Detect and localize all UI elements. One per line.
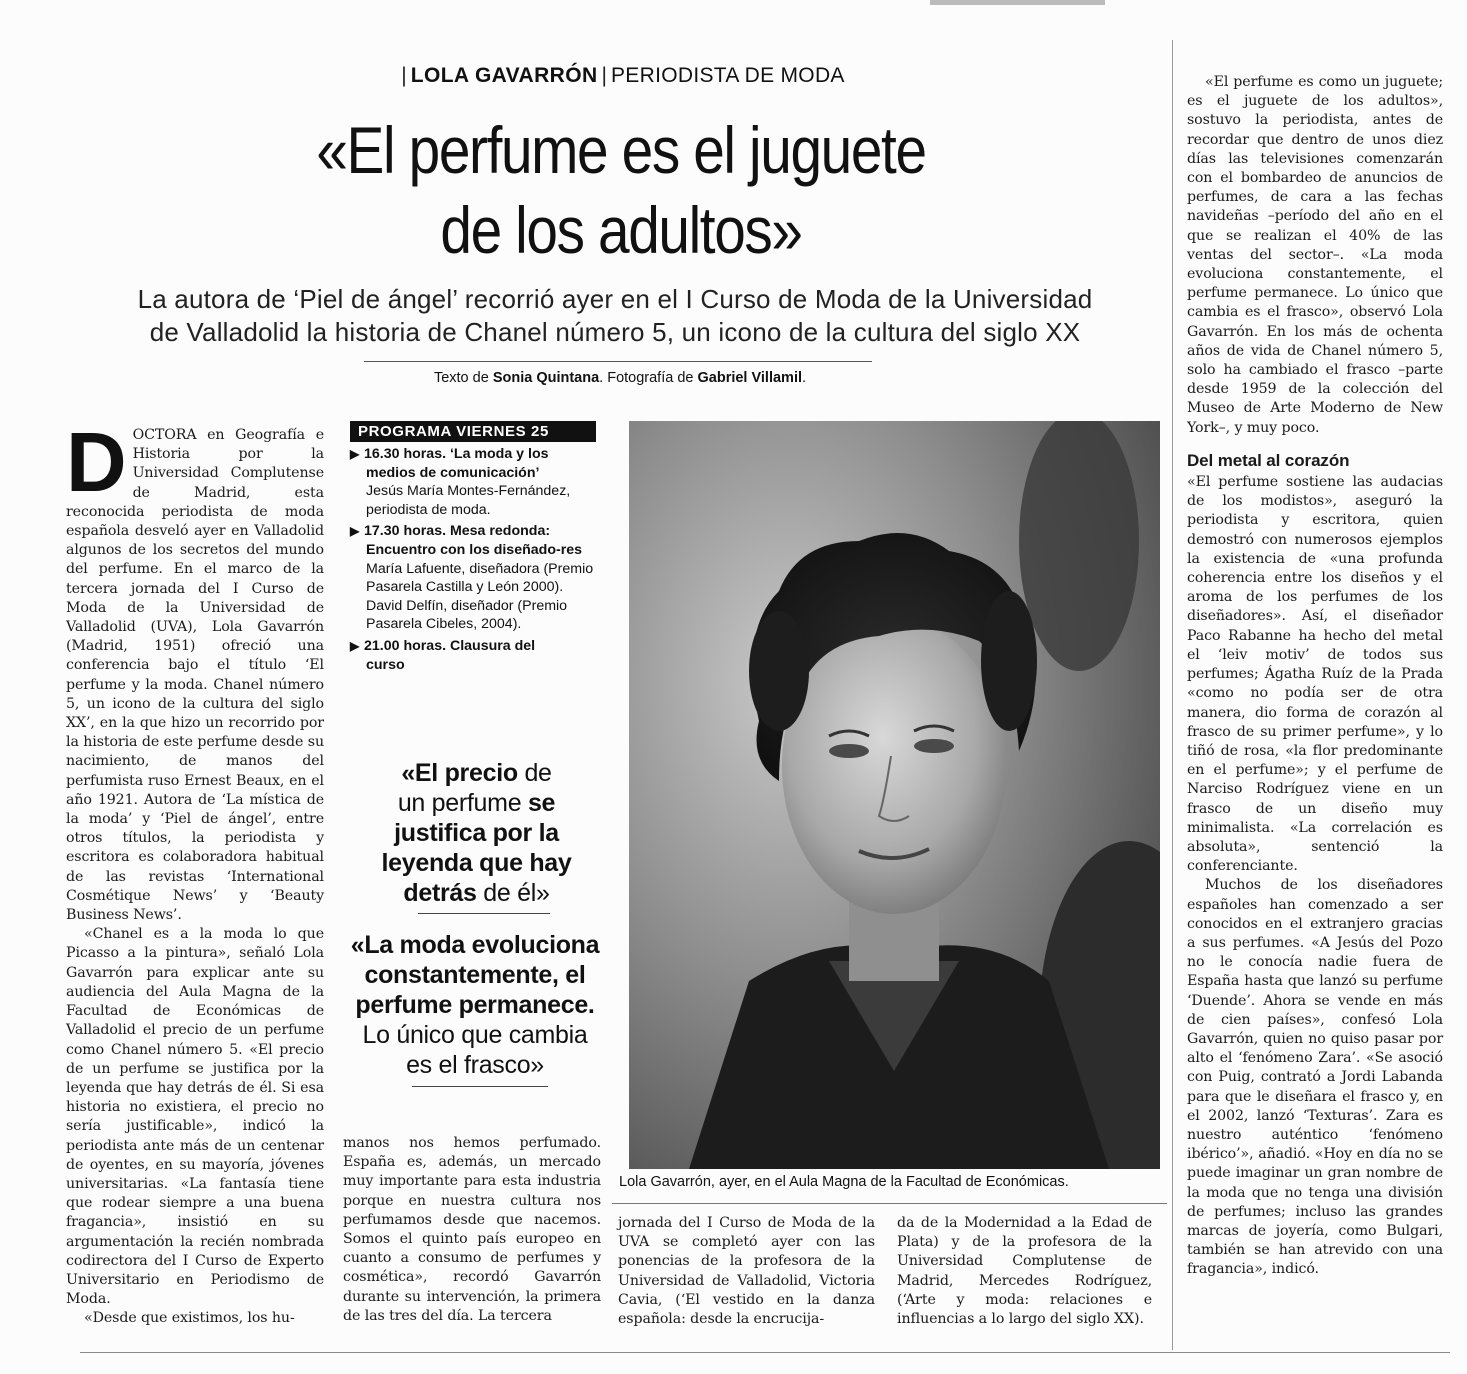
program-item-desc: Jesús María Montes-Fernández, periodista de moda. <box>366 483 571 518</box>
pull-quote-text: perfume permanece. <box>355 991 595 1019</box>
program-box <box>350 421 603 674</box>
article-paragraph: «Chanel es a la moda lo que Picasso a la pintura», señaló Lola Gavarrón para explicar ante su audiencia del Aula Magna de la Facultad de Económicas de Valladolid el precio de un perfume como Chanel número 5. «El precio de un perfume se justifica por la leyenda que hay detrás de él. Si esa historia no existiera, el precio no sería justificable», indicó la periodista ante más de un centenar de oyentes, en su mayoría, jóvenes universitarias. «La fantasía tiene que rodear siempre a una buena fragancia», insistió en su argumentación la recién nombrada codirectora del I Curso de Experto Universitario en Periodismo de Moda. <box>66 926 324 1308</box>
section-subhead: Del metal al corazón <box>1187 450 1350 470</box>
program-item-title: curso <box>366 656 405 673</box>
pull-quote-rule <box>412 1086 548 1087</box>
column-rule <box>1172 40 1173 1350</box>
credit-photographer: Gabriel Villamil <box>697 370 803 386</box>
kicker-divider: | <box>401 64 407 87</box>
credit-author: Sonia Quintana <box>492 370 600 386</box>
drop-cap: D <box>66 415 127 509</box>
headline-line-1: «El perfume es el juguete <box>316 113 926 187</box>
program-item-title: medios de comunicación’ <box>366 464 540 481</box>
subhead-line-1: La autora de ‘Piel de ángel’ recorrió ayer en el I Curso de Moda de la Universidad <box>137 284 1093 314</box>
pull-quote-text: constantemente, el <box>364 961 586 989</box>
credit-text-prefix: Texto de <box>433 370 489 386</box>
program-item <box>350 445 603 519</box>
pull-quote-text: leyenda que hay <box>381 849 572 877</box>
article-column-3b <box>897 1214 1152 1329</box>
kicker-divider: | <box>601 64 607 87</box>
program-item <box>350 637 603 674</box>
pull-quote-text: detrás <box>403 879 477 907</box>
program-title: PROGRAMA VIERNES 25 <box>350 421 596 442</box>
pull-quote-text: Lo único que cambia <box>362 1021 588 1049</box>
arrow-right-icon: ▶ <box>350 524 360 539</box>
top-edge-fragment <box>930 0 1105 5</box>
credit-photo-prefix: . Fotografía de <box>599 370 694 386</box>
pull-quote-text: «La moda evoluciona <box>350 931 600 959</box>
portrait-photo-image <box>629 421 1160 1169</box>
program-item-desc: María Lafuente, diseñadora (Premio Pasarela Castilla y León 2000). <box>366 560 594 596</box>
pull-quote-text: un perfume <box>397 789 528 817</box>
pull-quote-2 <box>340 930 610 1080</box>
pull-quote-text: de él» <box>476 879 550 907</box>
bottom-rule <box>80 1352 1450 1353</box>
pull-quote-text: se <box>527 789 556 817</box>
pull-quote-1 <box>350 758 603 908</box>
article-column-4 <box>1187 73 1443 1280</box>
subhead-rule <box>364 361 872 362</box>
article-paragraph: jornada del I Curso de Moda de la UVA se completó ayer con las ponencias de la profesora de la Universidad de Valladolid, Victoria Cavia, (‘El vestido en la danza española: desde la encrucija- <box>618 1215 875 1328</box>
pull-quote-text: es el frasco» <box>406 1051 544 1079</box>
headline <box>87 110 1155 270</box>
byline <box>300 370 940 386</box>
program-item-title: 21.00 horas. Clausura del <box>364 637 536 654</box>
subhead <box>40 283 1190 349</box>
program-item-desc: David Delfín, diseñador (Premio Pasarela Cibeles, 2004). <box>366 597 568 633</box>
pull-quote-rule <box>418 913 550 914</box>
program-item-title: 16.30 horas. ‘La moda y los <box>364 446 549 462</box>
portrait-photo <box>629 421 1160 1169</box>
article-paragraph: «El perfume sostiene las audacias de los modistos», aseguró la periodista y escritora, quien demostró con numerosos ejemplos la existencia de «una profunda coherencia entre los diseños y el aroma de los perfumes de los diseñadores». Así, el diseñador Paco Rabanne ha hecho del metal el ‘leiv motiv’ de todos sus perfumes; Ágatha Ruíz de la Prada «como no podía ser de otra manera, dio forma de corazón al frasco de su primer perfume», y lo tiñó de rosa, «la flor predominante en el perfume»; y el perfume de Narciso Rodríguez viene en un frasco de un diseño muy minimalista. «La correlación es absoluta», sentenció la conferenciante. <box>1187 474 1443 875</box>
kicker-name: LOLA GAVARRÓN <box>410 64 598 87</box>
subhead-line-2: de Valladolid la historia de Chanel número 5, un icono de la cultura del siglo XX <box>149 317 1081 347</box>
program-item-title: 17.30 horas. Mesa redonda: <box>364 523 551 540</box>
pull-quote-text: «El precio <box>401 759 518 787</box>
program-item-title: Encuentro con los diseñado-res <box>366 541 583 558</box>
article-paragraph: da de la Modernidad a la Edad de Plata) y de la profesora de la Universidad Complutense de Madrid, Mercedes Rodríguez, (‘Arte y moda: relaciones e influencias a lo largo del siglo XX). <box>897 1215 1152 1328</box>
arrow-right-icon: ▶ <box>350 638 360 653</box>
article-paragraph: «El perfume es como un juguete; es el juguete de los adultos», sostuvo la periodista, antes de recordar que dentro de unos diez días las televisiones comenzarán con el bombardeo de anuncios de perfumes, de cara a las fechas navideñas –período del año en el que se realizan el 40% de las ventas del sector–. «La moda evoluciona constantemente, el perfume permanece. Lo único que cambia es el frasco», observó Lola Gavarrón. En los más de ochenta años de vida de Chanel número 5, solo ha cambiado el frasco –parte desde 1959 de la colección del Museo de Arte Moderno de New York–, y muy poco. <box>1187 74 1443 436</box>
photo-caption: Lola Gavarrón, ayer, en el Aula Magna de la Facultad de Económicas. <box>619 1174 1069 1190</box>
article-column-2 <box>343 1134 601 1326</box>
program-item <box>350 522 603 634</box>
pull-quote-text: justifica por la <box>394 819 559 847</box>
arrow-right-icon: ▶ <box>350 447 360 461</box>
credit-end: . <box>802 370 807 386</box>
article-paragraph: Muchos de los diseñadores españoles han comenzado a ser conocidos en el extranjero gracias a sus perfumes. «A Jesús del Pozo no le conocía nadie fuera de España hasta que lanzó su perfume ‘Duende’. Ahora se vende en más de cien países», confesó Lola Gavarrón, quien no quiso pasar por alto el ‘fenómeno Zara’. «Se asoció con Puig, contrató a Jordi Labanda para que le diseñara el frasco y, en el 2002, lanzó ‘Texturas’. Zara es nuestro auténtico ‘fenómeno ibérico’», añadió. «Hoy en día no se puede imaginar un gran nombre de la moda que no tenga una división de perfumes; incluso las grandes marcas de joyería, como Bulgari, también se han atrevido con una fragancia», indicó. <box>1187 877 1443 1278</box>
caption-rule <box>612 1203 1167 1204</box>
headline-line-2: de los adultos» <box>440 193 802 267</box>
article-paragraph: OCTORA en Geografía e Historia por la Universidad Complutense de Madrid, esta reconocida periodista de moda española desveló ayer en Valladolid algunos de los secretos del mundo del perfume. En el marco de la tercera jornada del I Curso de Moda de la Universidad de Valladolid (UVA), Lola Gavarrón (Madrid, 1951) ofreció una conferencia bajo el título ‘El perfume y la moda. Chanel número 5, un icono de la cultura del siglo XX’, en la que hizo un recorrido por la historia de este perfume desde su nacimiento, de manos del perfumista ruso Ernest Beaux, en el año 1921. Autora de ‘La mística de la moda’ y ‘Piel de ángel’, entre otros títulos, la periodista y escritora es colaboradora habitual de las revistas ‘International Cosmétique News’ y ‘Beauty Business News’. <box>66 427 324 924</box>
article-column-3a <box>618 1214 875 1329</box>
article-paragraph: manos nos hemos perfumado. España es, además, un mercado muy importante para esta industria porque en nuestra cultura nos perfumamos desde que nacemos. Somos el quinto país europeo en cuanto a consumo de perfumes y cosmética», recordó Gavarrón durante su intervención, la primera de las tres del día. La tercera <box>343 1135 601 1324</box>
kicker <box>0 64 1242 88</box>
article-column-1 <box>66 415 324 1329</box>
kicker-role: PERIODISTA DE MODA <box>611 64 845 87</box>
article-paragraph: «Desde que existimos, los hu- <box>84 1310 295 1327</box>
pull-quote-text: de <box>517 759 552 787</box>
